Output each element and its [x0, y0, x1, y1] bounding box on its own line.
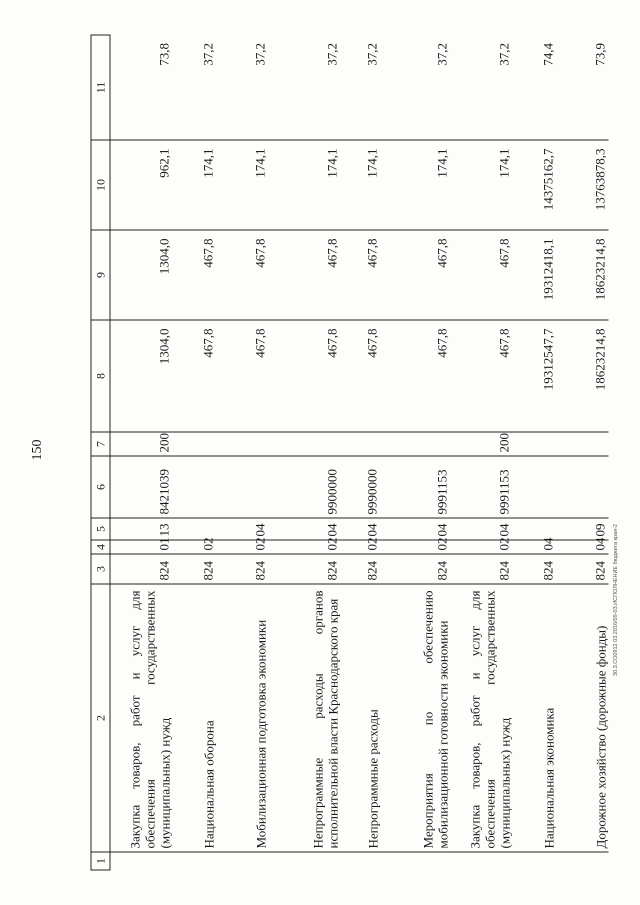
cell-col9: 18623214,8	[556, 230, 608, 320]
cell-col1	[556, 852, 608, 870]
cell-col7	[340, 432, 380, 456]
cell-col7	[512, 432, 556, 456]
cell-col9: 467,8	[172, 230, 216, 320]
table-row	[268, 35, 340, 870]
cell-col11: 37,2	[450, 35, 512, 140]
table-body	[110, 35, 609, 870]
cell-col9: 467,8	[268, 230, 340, 320]
side-note: 30.3.СО0912 03.2016/09-03.ИСПОЛНЕНИЕ бюджета края-2	[613, 524, 619, 676]
cell-col4: 02	[268, 540, 340, 554]
row-name: Национальная оборона	[172, 584, 216, 852]
cell-col4: 01	[110, 540, 173, 554]
cell-col4: 04	[556, 540, 608, 554]
row-name: Мобилизационная подготовка экономики	[216, 584, 268, 852]
table-row	[110, 35, 173, 870]
cell-col6	[556, 456, 608, 518]
cell-col7	[216, 432, 268, 456]
row-name: Закупка товаров, работ и услуг для обеспечения государственных (муниципальных) нужд	[450, 584, 512, 852]
cell-col7	[556, 432, 608, 456]
cell-col4: 02	[172, 540, 216, 554]
cell-col10: 174,1	[216, 140, 268, 230]
column-header: 3	[91, 554, 110, 584]
cell-col7	[172, 432, 216, 456]
column-header: 2	[91, 584, 110, 852]
cell-col11: 73,9	[556, 35, 608, 140]
row-name: Закупка товаров, работ и услуг для обеспечения государственных (муниципальных) нужд	[110, 584, 173, 852]
cell-col3: 824	[268, 554, 340, 584]
cell-col5	[512, 518, 556, 540]
cell-col4: 02	[340, 540, 380, 554]
cell-col9: 467,8	[216, 230, 268, 320]
cell-col5: 13	[110, 518, 173, 540]
cell-col11: 37,2	[380, 35, 450, 140]
cell-col10: 14375162,7	[512, 140, 556, 230]
cell-col11: 37,2	[216, 35, 268, 140]
cell-col1	[450, 852, 512, 870]
cell-col1	[268, 852, 340, 870]
row-name: Национальная экономика	[512, 584, 556, 852]
cell-col6: 9991153	[380, 456, 450, 518]
column-header: 4	[91, 540, 110, 554]
table-row	[340, 35, 380, 870]
column-header: 11	[91, 35, 110, 140]
cell-col1	[216, 852, 268, 870]
table-row	[450, 35, 512, 870]
budget-table-wrapper	[90, 35, 608, 870]
cell-col10: 174,1	[172, 140, 216, 230]
cell-col9: 467,8	[380, 230, 450, 320]
cell-col7: 200	[450, 432, 512, 456]
cell-col7: 200	[110, 432, 173, 456]
column-header: 1	[91, 852, 110, 870]
cell-col5: 04	[216, 518, 268, 540]
cell-col6: 8421039	[110, 456, 173, 518]
cell-col11: 37,2	[340, 35, 380, 140]
cell-col9: 19312418,1	[512, 230, 556, 320]
cell-col3: 824	[450, 554, 512, 584]
column-header: 9	[91, 230, 110, 320]
cell-col8: 467,8	[340, 320, 380, 432]
cell-col7	[268, 432, 340, 456]
row-name: Дорожное хозяйство (дорожные фонды)	[556, 584, 608, 852]
cell-col3: 824	[110, 554, 173, 584]
cell-col6	[512, 456, 556, 518]
cell-col3: 824	[172, 554, 216, 584]
cell-col10: 174,1	[450, 140, 512, 230]
cell-col8: 1304,0	[110, 320, 173, 432]
cell-col5	[172, 518, 216, 540]
cell-col5: 04	[268, 518, 340, 540]
cell-col1	[110, 852, 173, 870]
cell-col8: 467,8	[268, 320, 340, 432]
cell-col5: 04	[380, 518, 450, 540]
cell-col11: 37,2	[268, 35, 340, 140]
cell-col5: 04	[450, 518, 512, 540]
cell-col10: 174,1	[380, 140, 450, 230]
cell-col1	[380, 852, 450, 870]
header-row	[91, 35, 110, 870]
cell-col10: 962,1	[110, 140, 173, 230]
column-header: 5	[91, 518, 110, 540]
cell-col9: 467,8	[450, 230, 512, 320]
cell-col4: 04	[512, 540, 556, 554]
cell-col3: 824	[340, 554, 380, 584]
column-header: 10	[91, 140, 110, 230]
cell-col10: 174,1	[268, 140, 340, 230]
cell-col4: 02	[450, 540, 512, 554]
table-row	[172, 35, 216, 870]
row-name: Непрограммные расходы органов исполнительной власти Краснодарского края	[268, 584, 340, 852]
row-name: Непрограммные расходы	[340, 584, 380, 852]
cell-col1	[512, 852, 556, 870]
cell-col8: 19312547,7	[512, 320, 556, 432]
cell-col6	[216, 456, 268, 518]
page-number: 150	[30, 439, 45, 461]
table-row	[556, 35, 608, 870]
cell-col6	[172, 456, 216, 518]
cell-col10: 174,1	[340, 140, 380, 230]
budget-table	[90, 34, 608, 870]
cell-col4: 02	[216, 540, 268, 554]
table-row	[380, 35, 450, 870]
cell-col8: 467,8	[216, 320, 268, 432]
cell-col3: 824	[216, 554, 268, 584]
cell-col1	[172, 852, 216, 870]
cell-col5: 04	[340, 518, 380, 540]
cell-col8: 467,8	[380, 320, 450, 432]
cell-col3: 824	[556, 554, 608, 584]
table-row	[216, 35, 268, 870]
cell-col9: 1304,0	[110, 230, 173, 320]
cell-col8: 18623214,8	[556, 320, 608, 432]
cell-col3: 824	[512, 554, 556, 584]
cell-col11: 37,2	[172, 35, 216, 140]
column-header: 6	[91, 456, 110, 518]
cell-col8: 467,8	[450, 320, 512, 432]
cell-col9: 467,8	[340, 230, 380, 320]
cell-col1	[340, 852, 380, 870]
table-row	[512, 35, 556, 870]
cell-col5: 09	[556, 518, 608, 540]
cell-col3: 824	[380, 554, 450, 584]
cell-col10: 13763878,3	[556, 140, 608, 230]
row-name: Мероприятия по обеспечению мобилизационной готовности экономики	[380, 584, 450, 852]
cell-col6: 9991153	[450, 456, 512, 518]
column-header: 7	[91, 432, 110, 456]
cell-col4: 02	[380, 540, 450, 554]
cell-col11: 74,4	[512, 35, 556, 140]
cell-col8: 467,8	[172, 320, 216, 432]
cell-col6: 9900000	[268, 456, 340, 518]
column-header: 8	[91, 320, 110, 432]
cell-col6: 9990000	[340, 456, 380, 518]
cell-col7	[380, 432, 450, 456]
cell-col11: 73,8	[110, 35, 173, 140]
